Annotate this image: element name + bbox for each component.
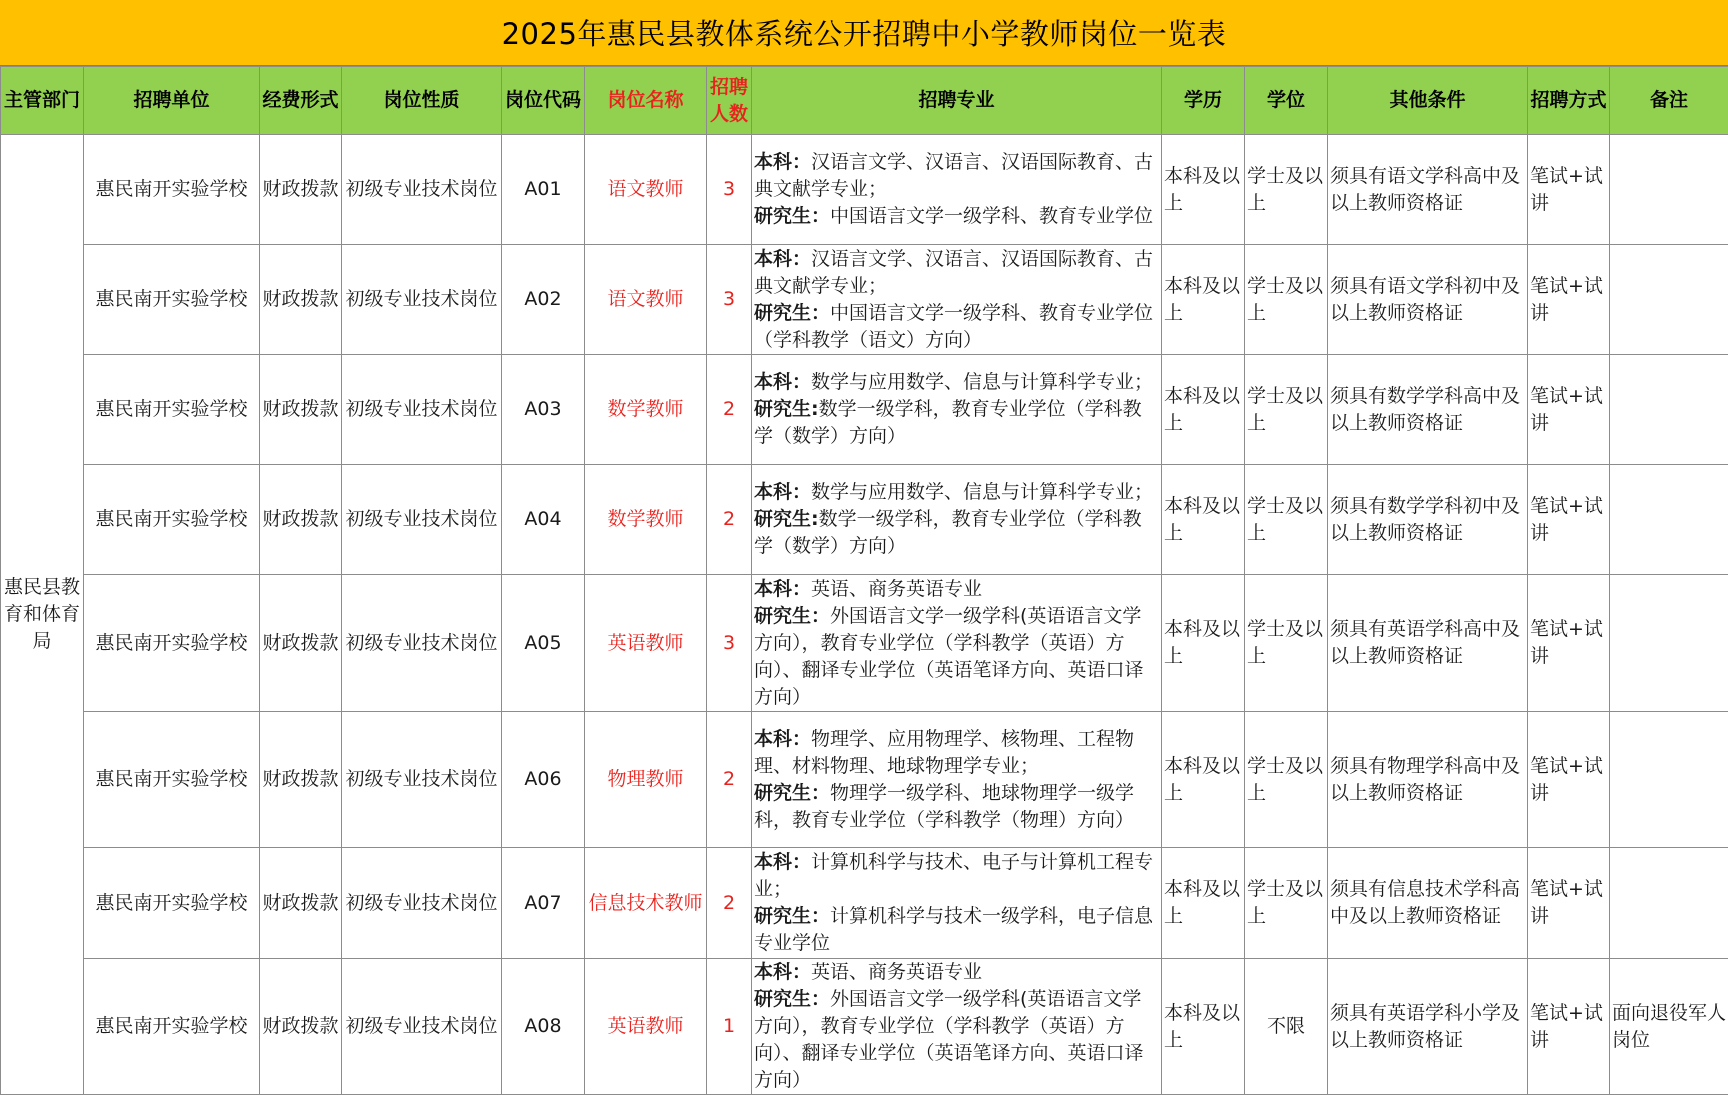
cell-position-name: 数学教师 [585, 465, 707, 575]
table-row [1, 135, 1728, 245]
cell-other-conditions: 须具有物理学科高中及以上教师资格证 [1328, 712, 1528, 848]
table-row [1, 848, 1728, 959]
cell-nature: 初级专业技术岗位 [342, 575, 502, 712]
cell-count: 2 [707, 465, 752, 575]
cell-nature: 初级专业技术岗位 [342, 848, 502, 959]
header-code: 岗位代码 [502, 67, 585, 135]
major-ug-text: 英语、商务英语专业 [811, 578, 982, 600]
major-ug-label: 本科： [754, 151, 811, 173]
major-pg-label: 研究生: [754, 398, 819, 420]
cell-position-name: 数学教师 [585, 355, 707, 465]
cell-education: 本科及以上 [1162, 355, 1245, 465]
cell-degree: 学士及以上 [1245, 712, 1328, 848]
table-row [1, 355, 1728, 465]
header-unit: 招聘单位 [84, 67, 260, 135]
cell-code: A02 [502, 245, 585, 355]
cell-position-name: 语文教师 [585, 135, 707, 245]
cell-funding: 财政拨款 [260, 355, 342, 465]
major-ug-label: 本科： [754, 728, 811, 750]
major-pg-label: 研究生： [754, 302, 830, 324]
cell-unit: 惠民南开实验学校 [84, 245, 260, 355]
header-other: 其他条件 [1328, 67, 1528, 135]
cell-major [752, 355, 1162, 465]
cell-note [1610, 245, 1728, 355]
cell-major [752, 245, 1162, 355]
cell-nature: 初级专业技术岗位 [342, 245, 502, 355]
table-row [1, 959, 1728, 1095]
cell-nature: 初级专业技术岗位 [342, 959, 502, 1095]
cell-count: 1 [707, 959, 752, 1095]
cell-funding: 财政拨款 [260, 465, 342, 575]
major-pg-text: 数学一级学科，教育专业学位（学科教学（数学）方向） [754, 398, 1142, 447]
cell-funding: 财政拨款 [260, 848, 342, 959]
major-pg-label: 研究生： [754, 905, 830, 927]
cell-note [1610, 575, 1728, 712]
header-major: 招聘专业 [752, 67, 1162, 135]
cell-funding: 财政拨款 [260, 712, 342, 848]
major-ug-label: 本科： [754, 248, 811, 270]
cell-department: 惠民县教育和体育局 [1, 135, 84, 1095]
cell-count: 3 [707, 245, 752, 355]
cell-unit: 惠民南开实验学校 [84, 135, 260, 245]
cell-nature: 初级专业技术岗位 [342, 355, 502, 465]
cell-other-conditions: 须具有语文学科初中及以上教师资格证 [1328, 245, 1528, 355]
cell-degree: 不限 [1245, 959, 1328, 1095]
major-ug-text: 计算机科学与技术、电子与计算机工程专业； [754, 851, 1153, 900]
cell-code: A08 [502, 959, 585, 1095]
cell-funding: 财政拨款 [260, 245, 342, 355]
major-pg-label: 研究生: [754, 508, 819, 530]
cell-other-conditions: 须具有英语学科高中及以上教师资格证 [1328, 575, 1528, 712]
cell-code: A01 [502, 135, 585, 245]
major-ug-label: 本科： [754, 961, 811, 983]
cell-nature: 初级专业技术岗位 [342, 135, 502, 245]
table-body [1, 135, 1728, 1095]
cell-note [1610, 465, 1728, 575]
major-pg-text: 中国语言文学一级学科、教育专业学位（学科教学（语文）方向） [754, 302, 1153, 351]
cell-code: A06 [502, 712, 585, 848]
cell-count: 3 [707, 575, 752, 712]
cell-position-name: 英语教师 [585, 959, 707, 1095]
major-pg-label: 研究生： [754, 782, 830, 804]
header-method: 招聘方式 [1528, 67, 1610, 135]
major-pg-text: 物理学一级学科、地球物理学一级学科，教育专业学位（学科教学（物理）方向） [754, 782, 1134, 831]
cell-count: 3 [707, 135, 752, 245]
major-pg-text: 数学一级学科，教育专业学位（学科教学（数学）方向） [754, 508, 1142, 557]
cell-major [752, 465, 1162, 575]
cell-funding: 财政拨款 [260, 959, 342, 1095]
header-funding: 经费形式 [260, 67, 342, 135]
page-title: 2025年惠民县教体系统公开招聘中小学教师岗位一览表 [502, 12, 1227, 53]
cell-note [1610, 712, 1728, 848]
cell-education: 本科及以上 [1162, 245, 1245, 355]
major-pg-label: 研究生： [754, 988, 830, 1010]
cell-count: 2 [707, 848, 752, 959]
cell-method: 笔试+试讲 [1528, 465, 1610, 575]
cell-other-conditions: 须具有信息技术学科高中及以上教师资格证 [1328, 848, 1528, 959]
cell-degree: 学士及以上 [1245, 355, 1328, 465]
cell-education: 本科及以上 [1162, 135, 1245, 245]
header-edu: 学历 [1162, 67, 1245, 135]
major-ug-text: 数学与应用数学、信息与计算科学专业； [811, 371, 1153, 393]
cell-note [1610, 848, 1728, 959]
cell-method: 笔试+试讲 [1528, 712, 1610, 848]
major-ug-text: 英语、商务英语专业 [811, 961, 982, 983]
cell-degree: 学士及以上 [1245, 575, 1328, 712]
cell-unit: 惠民南开实验学校 [84, 575, 260, 712]
cell-unit: 惠民南开实验学校 [84, 712, 260, 848]
cell-other-conditions: 须具有语文学科高中及以上教师资格证 [1328, 135, 1528, 245]
cell-position-name: 信息技术教师 [585, 848, 707, 959]
cell-count: 2 [707, 355, 752, 465]
cell-education: 本科及以上 [1162, 575, 1245, 712]
major-ug-text: 物理学、应用物理学、核物理、工程物理、材料物理、地球物理学专业； [754, 728, 1134, 777]
cell-degree: 学士及以上 [1245, 245, 1328, 355]
cell-note [1610, 135, 1728, 245]
cell-method: 笔试+试讲 [1528, 959, 1610, 1095]
cell-unit: 惠民南开实验学校 [84, 355, 260, 465]
table-row [1, 465, 1728, 575]
cell-code: A03 [502, 355, 585, 465]
cell-major [752, 848, 1162, 959]
cell-funding: 财政拨款 [260, 135, 342, 245]
cell-code: A07 [502, 848, 585, 959]
title-bar [0, 0, 1728, 66]
job-table [0, 66, 1728, 1095]
cell-unit: 惠民南开实验学校 [84, 848, 260, 959]
cell-method: 笔试+试讲 [1528, 575, 1610, 712]
cell-unit: 惠民南开实验学校 [84, 959, 260, 1095]
major-pg-text: 中国语言文学一级学科、教育专业学位 [830, 205, 1153, 227]
cell-funding: 财政拨款 [260, 575, 342, 712]
cell-method: 笔试+试讲 [1528, 355, 1610, 465]
header-degree: 学位 [1245, 67, 1328, 135]
cell-major [752, 959, 1162, 1095]
major-pg-label: 研究生： [754, 205, 830, 227]
cell-code: A04 [502, 465, 585, 575]
cell-code: A05 [502, 575, 585, 712]
major-pg-text: 外国语言文学一级学科(英语语言文学方向），教育专业学位（学科教学（英语）方向）、翻译专业学位（英语笔译方向、英语口译方向） [754, 988, 1144, 1091]
cell-degree: 学士及以上 [1245, 848, 1328, 959]
header-dept: 主管部门 [1, 67, 84, 135]
cell-other-conditions: 须具有数学学科初中及以上教师资格证 [1328, 465, 1528, 575]
major-ug-label: 本科： [754, 481, 811, 503]
major-pg-text: 计算机科学与技术一级学科，电子信息专业学位 [754, 905, 1153, 954]
cell-position-name: 英语教师 [585, 575, 707, 712]
table-row [1, 575, 1728, 712]
cell-education: 本科及以上 [1162, 848, 1245, 959]
cell-degree: 学士及以上 [1245, 135, 1328, 245]
cell-education: 本科及以上 [1162, 959, 1245, 1095]
major-ug-text: 汉语言文学、汉语言、汉语国际教育、古典文献学专业； [754, 248, 1153, 297]
cell-major [752, 135, 1162, 245]
cell-method: 笔试+试讲 [1528, 848, 1610, 959]
header-row [1, 67, 1728, 135]
major-ug-label: 本科： [754, 371, 811, 393]
cell-method: 笔试+试讲 [1528, 245, 1610, 355]
header-nature: 岗位性质 [342, 67, 502, 135]
cell-method: 笔试+试讲 [1528, 135, 1610, 245]
cell-major [752, 712, 1162, 848]
header-count: 招聘人数 [707, 67, 752, 135]
cell-degree: 学士及以上 [1245, 465, 1328, 575]
major-ug-text: 数学与应用数学、信息与计算科学专业； [811, 481, 1153, 503]
cell-note: 面向退役军人岗位 [1610, 959, 1728, 1095]
cell-position-name: 物理教师 [585, 712, 707, 848]
cell-other-conditions: 须具有数学学科高中及以上教师资格证 [1328, 355, 1528, 465]
cell-education: 本科及以上 [1162, 712, 1245, 848]
cell-count: 2 [707, 712, 752, 848]
major-pg-label: 研究生： [754, 605, 830, 627]
cell-nature: 初级专业技术岗位 [342, 465, 502, 575]
major-ug-text: 汉语言文学、汉语言、汉语国际教育、古典文献学专业； [754, 151, 1153, 200]
header-name: 岗位名称 [585, 67, 707, 135]
table-row [1, 245, 1728, 355]
major-pg-text: 外国语言文学一级学科(英语语言文学方向），教育专业学位（学科教学（英语）方向）、翻译专业学位（英语笔译方向、英语口译方向） [754, 605, 1144, 708]
cell-education: 本科及以上 [1162, 465, 1245, 575]
cell-note [1610, 355, 1728, 465]
major-ug-label: 本科： [754, 578, 811, 600]
table-row [1, 712, 1728, 848]
major-ug-label: 本科： [754, 851, 811, 873]
cell-other-conditions: 须具有英语学科小学及以上教师资格证 [1328, 959, 1528, 1095]
cell-nature: 初级专业技术岗位 [342, 712, 502, 848]
cell-unit: 惠民南开实验学校 [84, 465, 260, 575]
cell-major [752, 575, 1162, 712]
cell-position-name: 语文教师 [585, 245, 707, 355]
header-note: 备注 [1610, 67, 1728, 135]
